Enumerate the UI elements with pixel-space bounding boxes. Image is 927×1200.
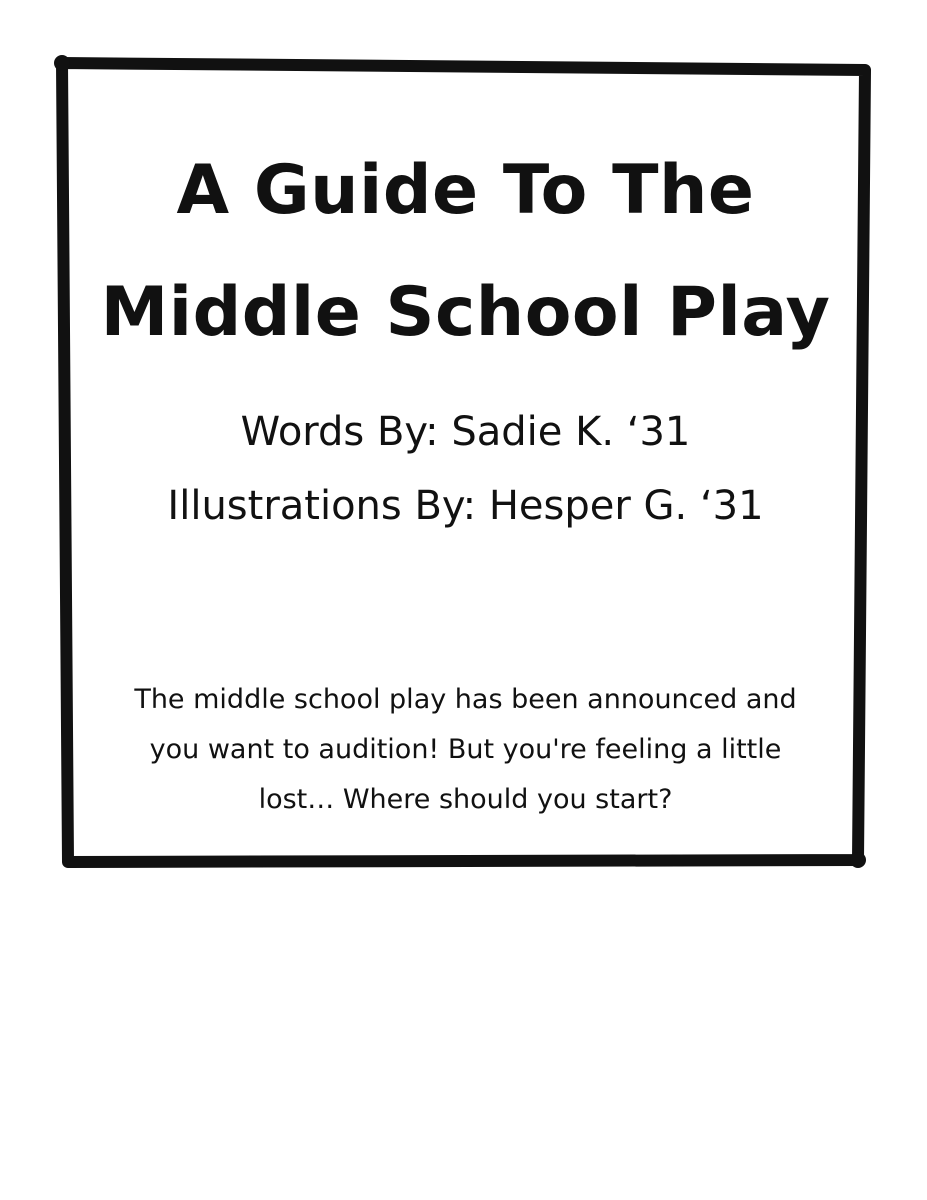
title-line-1: A Guide To The	[176, 151, 755, 230]
title-line-2: Middle School Play	[100, 273, 831, 352]
cover-panel	[68, 70, 863, 860]
illustrations-credit: Illustrations By: Hesper G. ‘31	[167, 483, 764, 529]
credits	[68, 395, 863, 543]
intro-paragraph: The middle school play has been announced and you want to audition! But you're feeling a little lost… Where should you start?	[134, 684, 797, 815]
words-credit: Words By: Sadie K. ‘31	[240, 409, 691, 455]
cover-title	[68, 130, 863, 374]
